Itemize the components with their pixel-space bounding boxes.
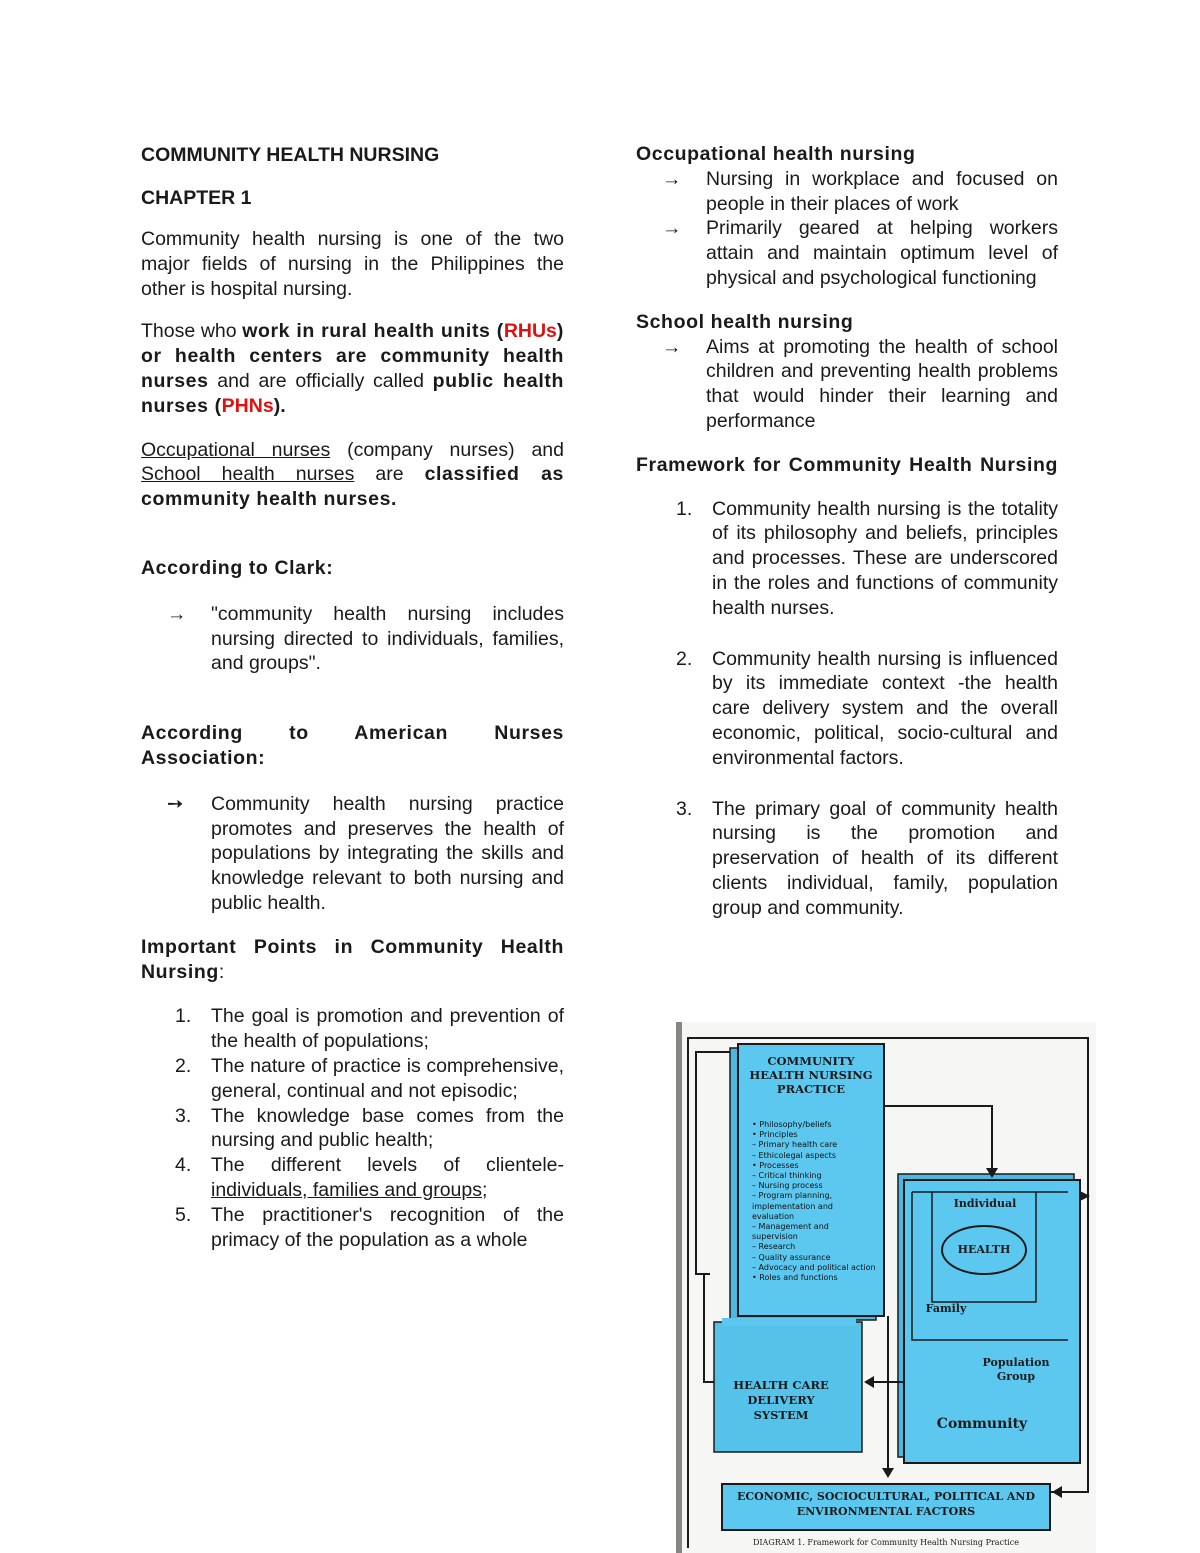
family-label: Family <box>925 1302 967 1315</box>
rhu-paragraph: Those who work in rural health units (RHUs) or health centers are community health nurses and are officially called public health nurses (PHNs). <box>141 320 564 417</box>
practice-list: • Philosophy/beliefs • Principles – Primary health care – Ethicolegal aspects • Processes – Critical thinking – Nursing process – Program planning, implementation and evaluation – Management and supervision – Research – Quality assurance – Advocacy and political action • Roles and functions <box>752 1120 876 1283</box>
diagram-lines <box>676 1022 1096 1553</box>
list-item: ➙ Community health nursing practice promotes and preserves the health of populations by integrating the skills and knowledge relevant to both nursing and public health. <box>167 792 564 914</box>
framework-list <box>636 497 1058 921</box>
list-item: → Primarily geared at helping workers attain and maintain optimum level of physical and psychological functioning <box>662 217 1058 289</box>
list-item: 3. The knowledge base comes from the nursing and public health; <box>175 1104 564 1152</box>
arrow-icon: → <box>662 335 682 358</box>
list-item: → Aims at promoting the health of school children and preventing health problems that would hinder their learning and performance <box>662 335 1058 432</box>
intro-paragraph: Community health nursing is one of the two major fields of nursing in the Philippines the other is hospital nursing. <box>141 228 564 300</box>
community-label: Community <box>936 1416 1028 1432</box>
list-item: → Nursing in workplace and focused on people in their places of work <box>662 167 1058 215</box>
practice-title: COMMUNITY HEALTH NURSING PRACTICE <box>749 1054 873 1096</box>
arrow-icon: → <box>167 602 187 625</box>
clark-heading: According to Clark: <box>141 556 334 579</box>
points-heading: Important Points in Community Health Nursing: <box>141 935 564 983</box>
left-column <box>141 140 564 1252</box>
list-item: 1. Community health nursing is the totality of its philosophy and beliefs, principles and processes. These are underscored in the roles and functions of community health nurses. <box>676 497 1058 619</box>
list-item: 5. The practitioner's recognition of the primacy of the population as a whole <box>175 1203 564 1251</box>
list-item: → "community health nursing includes nursing directed to individuals, families, and groups". <box>167 602 564 675</box>
individual-label: Individual <box>953 1197 1017 1210</box>
list-item: 4. The different levels of clientele- individuals, families and groups; <box>175 1154 564 1201</box>
list-item: 2. Community health nursing is influenced by its immediate context -the health care delivery system and the overall economic, political, socio-cultural and environmental factors. <box>676 647 1058 769</box>
diagram-caption: DIAGRAM 1. Framework for Community Health Nursing Practice <box>752 1538 1020 1547</box>
school-heading: School health nursing <box>636 310 854 333</box>
framework-heading-line1: Framework for Community Health Nursing <box>636 453 1058 476</box>
clark-list <box>141 602 564 676</box>
arrow-icon: → <box>662 167 682 190</box>
classification-paragraph: Occupational nurses (company nurses) and School health nurses are classified as community health nurses. <box>141 438 564 511</box>
occupational-list <box>636 167 1058 291</box>
health-label: HEALTH <box>957 1243 1011 1256</box>
important-points-list <box>141 1004 564 1252</box>
ana-list <box>141 792 564 916</box>
ana-heading: According to American Nurses Association: <box>141 722 564 769</box>
factors-label: ECONOMIC, SOCIOCULTURAL, POLITICAL AND ENVIRONMENTAL FACTORS <box>737 1490 1035 1518</box>
list-item: 3. The primary goal of community health nursing is the promotion and preservation of health of its different clients individual, family, population group and community. <box>676 797 1058 919</box>
document-title: COMMUNITY HEALTH NURSING <box>141 144 440 166</box>
arrow-icon: ➙ <box>167 792 184 815</box>
population-group-label: Population Group <box>982 1356 1050 1383</box>
framework-diagram <box>676 1022 1096 1553</box>
right-column <box>636 140 1058 921</box>
occupational-heading: Occupational health nursing <box>636 143 916 165</box>
delivery-system-label: HEALTH CARE DELIVERY SYSTEM <box>733 1378 829 1422</box>
arrow-icon: → <box>662 217 682 240</box>
list-item: 1. The goal is promotion and prevention of the health of populations; <box>175 1005 564 1053</box>
school-list <box>636 335 1058 434</box>
list-item: 2. The nature of practice is comprehensive, general, continual and not episodic; <box>175 1054 564 1102</box>
chapter-label: CHAPTER 1 <box>141 187 252 209</box>
